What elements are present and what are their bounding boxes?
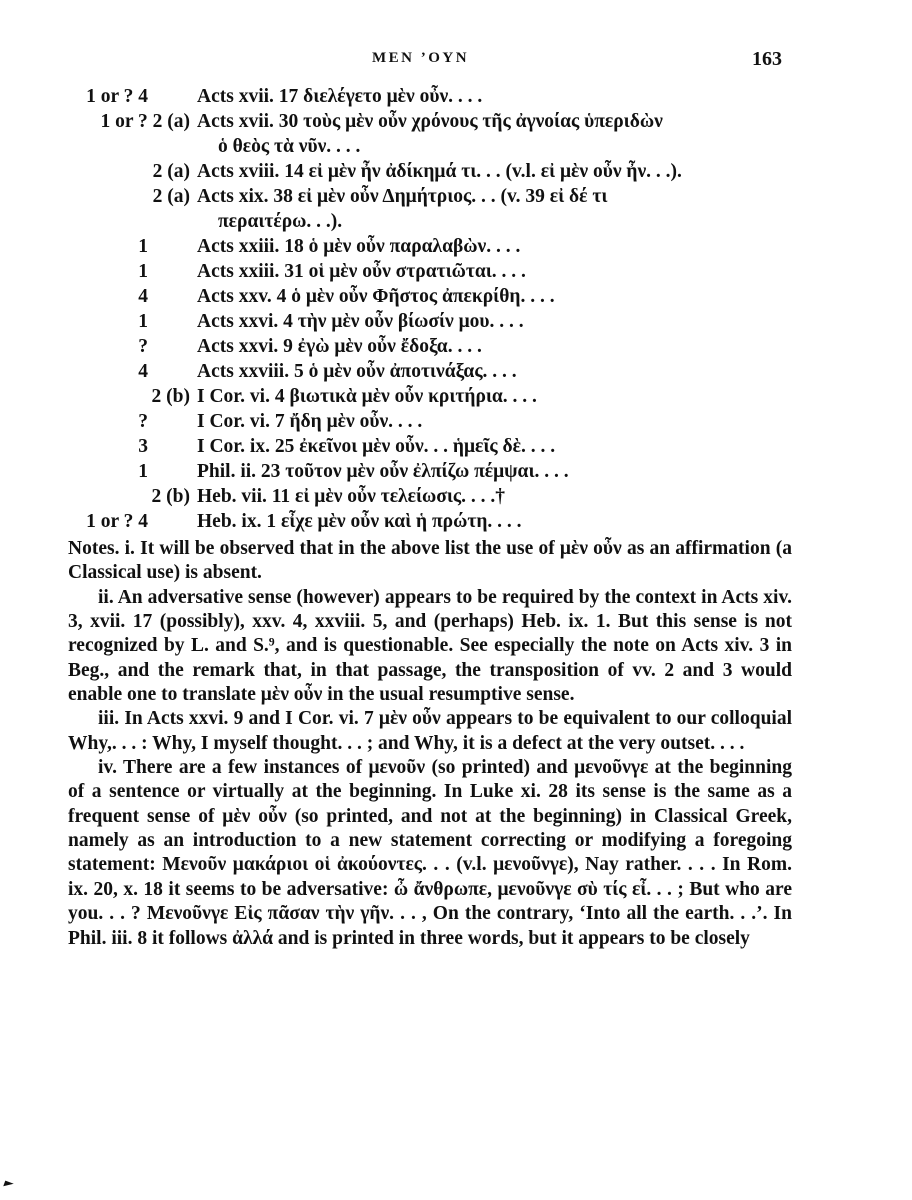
reference-category: 2 (b)	[151, 386, 190, 407]
citation-text: Acts xxv. 4 ὁ μὲν οὖν Φῆστος ἀπεκρίθη. . . .	[197, 286, 555, 307]
citation-text: I Cor. vi. 4 βιωτικὰ μὲν οὖν κριτήρια. . . .	[197, 386, 537, 407]
reference-category: ?	[138, 336, 148, 357]
reference-category: 2 (a)	[152, 161, 190, 182]
citation-text: Acts xxiii. 18 ὁ μὲν οὖν παραλαβὼν. . . .	[197, 236, 521, 257]
reference-category: 4	[138, 361, 148, 382]
citation-text: Acts xix. 38 εἰ μὲν οὖν Δημήτριος. . . (v. 39 εἰ δέ τι	[197, 186, 608, 207]
note-paragraph: iv. There are a few instances of μενοῦν (so printed) and μενοῦνγε at the beginning of a sentence or virtually at the beginning. In Luke xi. 28 its sense is the same as a frequent sense of μὲν οὖν (so printed, and not at the beginning) in Classical Greek, namely as an introduction to a new statement correcting or modifying a foregoing statement: Μενοῦν μακάριοι οἱ ἀκούοντες. . . (v.l. μενοῦνγε), Nay rather. . . . In Rom. ix. 20, x. 18 it seems to be adversative: ὦ ἄνθρωπε, μενοῦνγε σὺ τίς εἶ. . . ; But who are you. . . ? Μενοῦνγε Εἰς πᾶσαν τὴν γῆν. . . , On the contrary, ‘Into all the earth. . .’. In Phil. iii. 8 it follows ἀλλά and is printed in three words, but it appears to be closely	[68, 757, 792, 949]
citation-text: Acts xxiii. 31 οἱ μὲν οὖν στρατιῶται. . . .	[197, 261, 526, 282]
citation-text: Acts xxvi. 4 τὴν μὲν οὖν βίωσίν μου. . . .	[197, 311, 524, 332]
reference-category: 2 (a)	[152, 186, 190, 207]
citation-text: Acts xvii. 30 τοὺς μὲν οὖν χρόνους τῆς ἀγνοίας ὑπεριδὼν	[197, 111, 663, 132]
citation-text: I Cor. vi. 7 ἤδη μὲν οὖν. . . .	[197, 411, 423, 432]
reference-category: 1	[138, 461, 148, 482]
citation-text: Heb. vii. 11 εἰ μὲν οὖν τελείωσις. . . .†	[197, 486, 506, 507]
citation-text: Phil. ii. 23 τοῦτον μὲν οὖν ἐλπίζω πέμψαι. . . .	[197, 461, 569, 482]
reference-category: 1 or ? 2 (a)	[100, 111, 190, 132]
citation-text: Acts xviii. 14 εἰ μὲν ἦν ἀδίκημά τι. . . (v.l. εἰ μὲν οὖν ἦν. . .).	[197, 161, 682, 182]
reference-category: 1	[138, 236, 148, 257]
citation-continuation: περαιτέρω. . .).	[218, 211, 343, 232]
citation-text: Acts xxvi. 9 ἐγὼ μὲν οὖν ἔδοξα. . . .	[197, 336, 482, 357]
running-title: MEN ’OYN	[372, 50, 470, 66]
reference-category: 1	[138, 261, 148, 282]
citation-continuation: ὁ θεὸς τὰ νῦν. . . .	[218, 136, 361, 157]
note-paragraph: ii. An adversative sense (however) appears to be required by the context in Acts xiv. 3, xvii. 17 (possibly), xxv. 4, xxviii. 5, and (perhaps) Heb. ix. 1. But this sense is not recognized by L. and S.⁹, and is questionable. See especially the note on Acts xiv. 3 in Beg., and the remark that, in that passage, the transposition of vv. 2 and 3 would enable one to translate μὲν οὖν in the usual resumptive sense.	[68, 586, 792, 706]
reference-category: 3	[138, 436, 148, 457]
corner-mark	[3, 1181, 14, 1190]
notes-section	[68, 537, 792, 951]
citation-text: I Cor. ix. 25 ἐκεῖνοι μὲν οὖν. . . ἡμεῖς δὲ. . . .	[197, 436, 556, 457]
reference-category: 4	[138, 286, 148, 307]
citation-text: Heb. ix. 1 εἶχε μὲν οὖν καὶ ἡ πρώτη. . . .	[197, 511, 522, 532]
reference-category: 1	[138, 311, 148, 332]
citation-text: Acts xvii. 17 διελέγετο μὲν οὖν. . . .	[197, 86, 483, 107]
reference-category: 2 (b)	[151, 486, 190, 507]
reference-category: ?	[138, 411, 148, 432]
citation-text: Acts xxviii. 5 ὁ μὲν οὖν ἀποτινάξας. . . .	[197, 361, 517, 382]
reference-category: 1 or ? 4	[86, 86, 148, 107]
note-paragraph: iii. In Acts xxvi. 9 and I Cor. vi. 7 μὲν οὖν appears to be equivalent to our colloquial Why,. . . : Why, I myself thought. . . ; and Why, it is a defect at the very outset. . . .	[68, 708, 792, 754]
reference-category: 1 or ? 4	[86, 511, 148, 532]
note-paragraph: Notes. i. It will be observed that in the above list the use of μὲν οὖν as an affirmation (a Classical use) is absent.	[68, 538, 792, 584]
page-number: 163	[752, 48, 782, 70]
